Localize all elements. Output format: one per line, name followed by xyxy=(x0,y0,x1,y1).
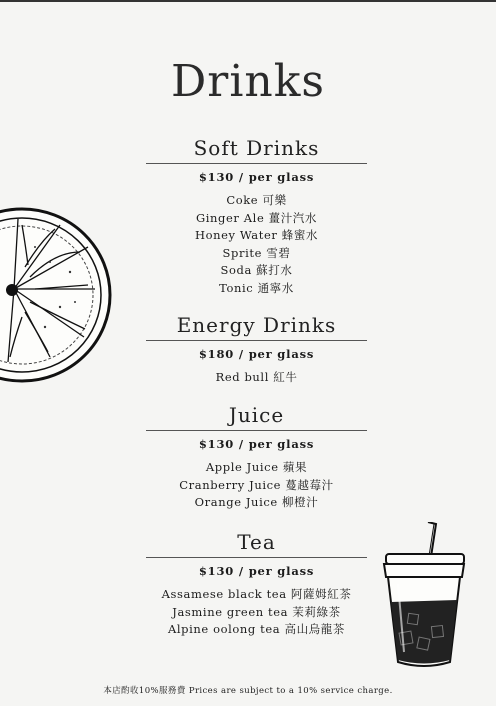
menu-item: Honey Water 蜂蜜水 xyxy=(194,228,319,242)
section-price: $180 / per glass xyxy=(198,347,315,361)
service-charge-note: 本店酌收10%服務費 Prices are subject to a 10% service charge. xyxy=(103,686,393,696)
menu-item: Alpine oolong tea 高山烏龍茶 xyxy=(167,622,345,636)
menu-item: Sprite 雪碧 xyxy=(222,245,291,260)
menu-item: Assamese black tea 阿薩姆紅茶 xyxy=(161,587,352,601)
lemon-slice-illustration xyxy=(0,207,115,392)
section-title: Tea xyxy=(146,530,367,558)
menu-item: Red bull 紅牛 xyxy=(215,370,298,384)
section-juice xyxy=(146,403,367,512)
section-price: $130 / per glass xyxy=(198,170,315,184)
section-title: Juice xyxy=(146,403,367,431)
iced-tea-cup-illustration xyxy=(378,522,470,672)
menu-item: Soda 蘇打水 xyxy=(220,263,293,277)
menu-item: Jasmine green tea 茉莉綠茶 xyxy=(172,604,341,619)
menu-item: Ginger Ale 薑汁汽水 xyxy=(195,210,318,225)
section-soft-drinks xyxy=(146,136,367,297)
menu-item: Cranberry Juice 蔓越莓汁 xyxy=(179,477,334,492)
menu-item: Orange Juice 柳橙汁 xyxy=(194,495,319,509)
section-price: $130 / per glass xyxy=(198,437,315,451)
section-tea xyxy=(146,530,367,639)
section-title: Soft Drinks xyxy=(146,136,367,164)
section-price: $130 / per glass xyxy=(198,564,315,578)
menu-item: Apple Juice 蘋果 xyxy=(205,460,308,474)
menu-title: Drinks xyxy=(171,56,325,107)
section-energy-drinks xyxy=(146,313,367,387)
menu-item: Coke 可樂 xyxy=(226,193,287,207)
section-title: Energy Drinks xyxy=(146,313,367,341)
menu-item: Tonic 通寧水 xyxy=(219,280,294,295)
